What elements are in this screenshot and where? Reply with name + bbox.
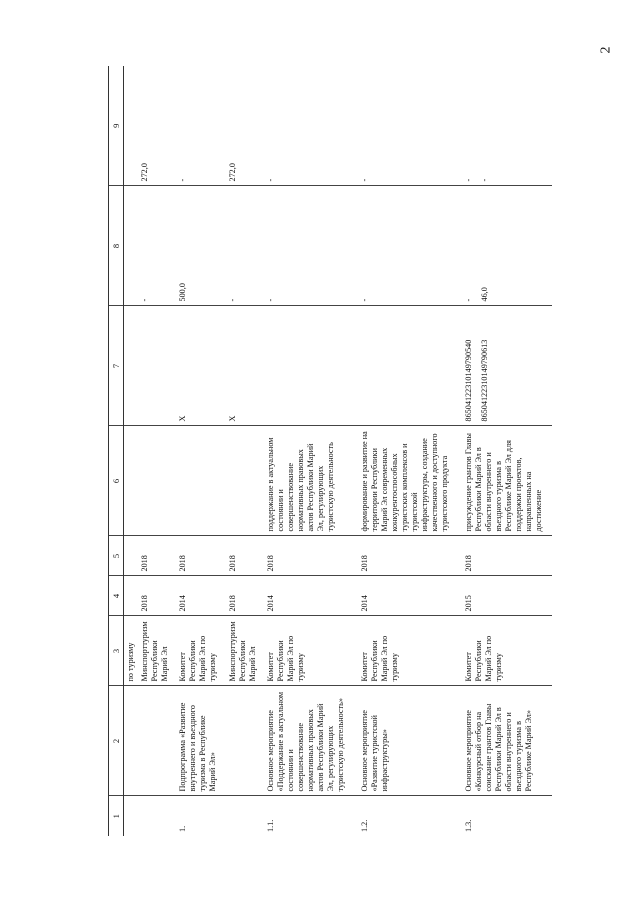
start-year-cell: 2014 <box>260 576 354 616</box>
value-2017-cell: - <box>260 186 354 306</box>
row-number-cell: 1. <box>178 825 188 832</box>
table-container <box>108 66 548 836</box>
code-cell: X <box>226 306 260 426</box>
value-2018-cell: - <box>260 66 354 186</box>
value-2018-cell: - <box>172 66 226 186</box>
start-year-cell: 2018 <box>138 576 172 616</box>
value-2017-cell: - <box>226 186 260 306</box>
name-cell <box>226 686 260 796</box>
start-year-cell: 2015 <box>458 576 552 616</box>
value-2017-cell: - <box>138 186 172 306</box>
row-number-cell <box>226 796 260 836</box>
value-2017-cell: - <box>354 186 458 306</box>
start-year-cell: 2014 <box>354 576 458 616</box>
code-cell: X <box>172 306 226 426</box>
name-cell: Основное мероприятие «Конкурсный отбор на соискание грантов Главы Республики Марий Эл в области внутреннего и въездного туризма в Республике Марий Эл» <box>458 686 552 796</box>
table-row <box>172 66 226 836</box>
end-year-cell: 2018 <box>172 536 226 576</box>
executor-cell: по туризму <box>124 616 139 686</box>
budget-code-a: 86504122310149790540 <box>464 339 474 422</box>
page-number: 2 <box>598 46 614 54</box>
name-cell: Основное мероприятие «Развитие туристской инфраструктуры» <box>354 686 458 796</box>
table-row <box>138 66 172 836</box>
value-2018-cell: 272,0 <box>226 66 260 186</box>
value-2017-cell: - 46,0 <box>458 186 552 306</box>
name-cell: Основное мероприятие «Поддержание в актуальном состоянии и совершенствование нормативных правовых актов Республики Марий Эл, регулирующих туристскую деятельность» <box>260 686 354 796</box>
row-number-cell: 1.1. <box>266 819 276 832</box>
end-year-cell: 2018 <box>458 536 552 576</box>
header-col-9: 9 <box>109 66 124 186</box>
end-year-cell: 2018 <box>260 536 354 576</box>
header-col-5: 5 <box>109 536 124 576</box>
code-cell <box>458 306 552 426</box>
executor-cell: Минспорттуризм Республики Марий Эл <box>138 616 172 686</box>
table-row <box>226 66 260 836</box>
value-2018-cell: 272,0 <box>138 66 172 186</box>
executor-cell: Минспорттуризм Республики Марий Эл <box>226 616 260 686</box>
executor-cell: Комитет Республики Марий Эл по туризму <box>354 616 458 686</box>
result-cell: формирование и развитие на территории Республики Марий Эл современных конкурентоспособных туристских комплексов и туристской инфраструктуры, создание качественного и доступного туристского продукта <box>354 426 458 536</box>
table-row <box>260 66 354 836</box>
executor-cell: Комитет Республики Марий Эл по туризму <box>172 616 226 686</box>
header-row <box>109 66 124 836</box>
table-row <box>458 66 552 836</box>
end-year-cell: 2018 <box>354 536 458 576</box>
budget-code-b: 86504122310149790613 <box>480 339 490 422</box>
header-col-1: 1 <box>109 796 124 836</box>
executor-cell: Комитет Республики Марий Эл по туризму <box>458 616 552 686</box>
value-2017-cell: 500,0 <box>172 186 226 306</box>
table-row <box>124 66 139 836</box>
program-table <box>108 66 552 836</box>
result-cell <box>226 426 260 536</box>
value-2018-cell: - - <box>458 66 552 186</box>
header-col-8: 8 <box>109 186 124 306</box>
header-col-2: 2 <box>109 686 124 796</box>
row-number-cell: 1.2. <box>360 819 370 832</box>
row-number-cell: 1.3. <box>464 819 474 832</box>
header-col-4: 4 <box>109 576 124 616</box>
table-row <box>354 66 458 836</box>
end-year-cell: 2018 <box>138 536 172 576</box>
name-cell: Подпрограмма «Развитие внутреннего и въездного туризма в Республике Марий Эл» <box>172 686 226 796</box>
start-year-cell: 2014 <box>172 576 226 616</box>
header-col-7: 7 <box>109 306 124 426</box>
result-cell: присуждение грантов Главы Республики Марий Эл в области внутреннего и въездного туризма в Республике Марий Эл для поддержки проектов, направленных на достижение <box>458 426 552 536</box>
end-year-cell: 2018 <box>226 536 260 576</box>
start-year-cell: 2018 <box>226 576 260 616</box>
header-col-6: 6 <box>109 426 124 536</box>
header-col-3: 3 <box>109 616 124 686</box>
executor-cell: Комитет Республики Марий Эл по туризму <box>260 616 354 686</box>
code-cell <box>354 306 458 426</box>
result-cell: поддержание в актуальном состоянии и совершенствование нормативных правовых актов Республики Марий Эл, регулирующих туристскую деятельность <box>260 426 354 536</box>
value-2018-cell: - <box>354 66 458 186</box>
code-cell <box>260 306 354 426</box>
result-cell <box>172 426 226 536</box>
